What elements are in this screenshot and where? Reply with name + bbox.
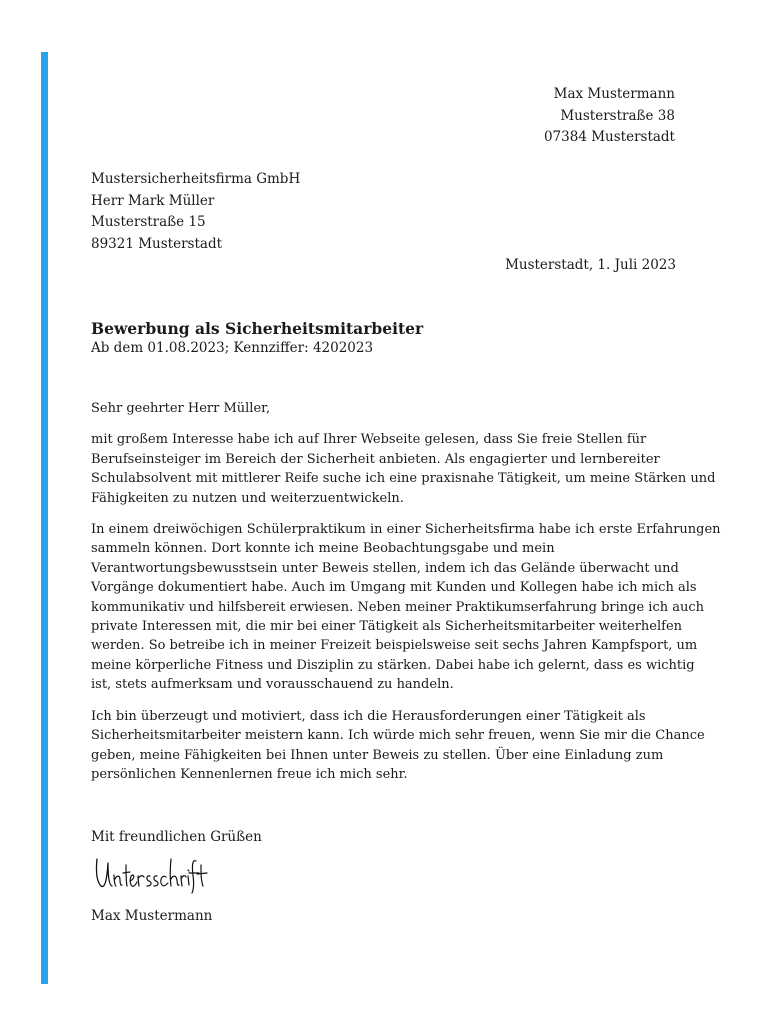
sender-address <box>544 84 675 149</box>
recipient-city: 89321 Musterstadt <box>91 235 223 252</box>
accent-bar <box>41 52 48 984</box>
subject-block <box>91 319 681 357</box>
paragraph-line: sammeln können. Dort konnte ich meine Beobachtungsgabe und mein <box>91 541 555 557</box>
paragraph-line: Vorgänge dokumentiert habe. Auch im Umgang mit Kunden und Kollegen habe ich mich als <box>91 580 697 596</box>
sender-city: 07384 Musterstadt <box>543 129 675 145</box>
paragraph-line: In einem dreiwöchigen Schülerpraktikum in einer Sicherheitsfirma habe ich erste Erfahrungen <box>91 522 721 538</box>
subject-reference: Ab dem 01.08.2023; Kennziffer: 4202023 <box>91 340 374 356</box>
paragraph-line: kommunikativ und hilfsbereit erwiesen. Neben meiner Praktikumserfahrung bringe ich auch <box>91 599 705 615</box>
paragraph-line: ist, stets aufmerksam und vorausschauend zu handeln. <box>91 677 454 693</box>
signature-image <box>93 853 209 895</box>
paragraph-line: geben, meine Fähigkeiten bei Ihnen unter Beweis zu stellen. Über eine Einladung zum <box>91 747 664 763</box>
recipient-company: Mustersicherheitsfirma GmbH <box>91 171 301 187</box>
letter-date: Musterstadt, 1. Juli 2023 <box>505 257 676 273</box>
paragraph-line: mit großem Interesse habe ich auf Ihrer Webseite gelesen, dass Sie freie Stellen für <box>91 432 647 448</box>
paragraph-2 <box>91 520 721 695</box>
recipient-street: Musterstraße 15 <box>91 214 206 230</box>
sender-name: Max Mustermann <box>553 86 675 102</box>
subject-title: Bewerbung als Sicherheitsmitarbeiter <box>91 319 424 338</box>
paragraph-line: Schulabsolvent mit mittlerer Reife suche ich eine praxisnahe Tätigkeit, um meine Stärken und <box>91 471 716 487</box>
paragraph-1 <box>91 430 716 508</box>
salutation: Sehr geehrter Herr Müller, <box>91 401 271 416</box>
sender-street: Musterstraße 38 <box>560 107 675 124</box>
paragraph-line: Berufseinsteiger im Bereich der Sicherheit anbieten. Als engagierter und lernbereiter <box>91 451 660 467</box>
signer-name: Max Mustermann <box>91 908 213 924</box>
closing: Mit freundlichen Grüßen <box>91 829 262 845</box>
paragraph-line: Verantwortungsbewusstsein unter Beweis stellen, indem ich das Gelände überwacht und <box>91 560 679 576</box>
paragraph-3 <box>91 707 705 785</box>
paragraph-line: persönlichen Kennenlernen freue ich mich sehr. <box>91 766 408 782</box>
paragraph-line: werden. So betreibe ich in meiner Freizeit beispielsweise seit sechs Jahren Kampfsport, um <box>91 638 698 654</box>
paragraph-line: Fähigkeiten zu nutzen und weiterzuentwickeln. <box>91 490 404 506</box>
paragraph-line: Ich bin überzeugt und motiviert, dass ich die Herausforderungen einer Tätigkeit als <box>91 708 646 724</box>
recipient-person: Herr Mark Müller <box>91 192 215 209</box>
letter-body <box>91 399 721 796</box>
recipient-address <box>91 169 300 255</box>
paragraph-line: meine körperliche Fitness und Disziplin zu stärken. Dabei habe ich gelernt, dass es wichtig <box>91 657 695 673</box>
paragraph-line: Sicherheitsmitarbeiter meistern kann. Ich würde mich sehr freuen, wenn Sie mir die Chance <box>91 728 705 744</box>
paragraph-line: private Interessen mit, die mir bei einer Tätigkeit als Sicherheitsmitarbeiter weiterhelfen <box>91 619 683 635</box>
